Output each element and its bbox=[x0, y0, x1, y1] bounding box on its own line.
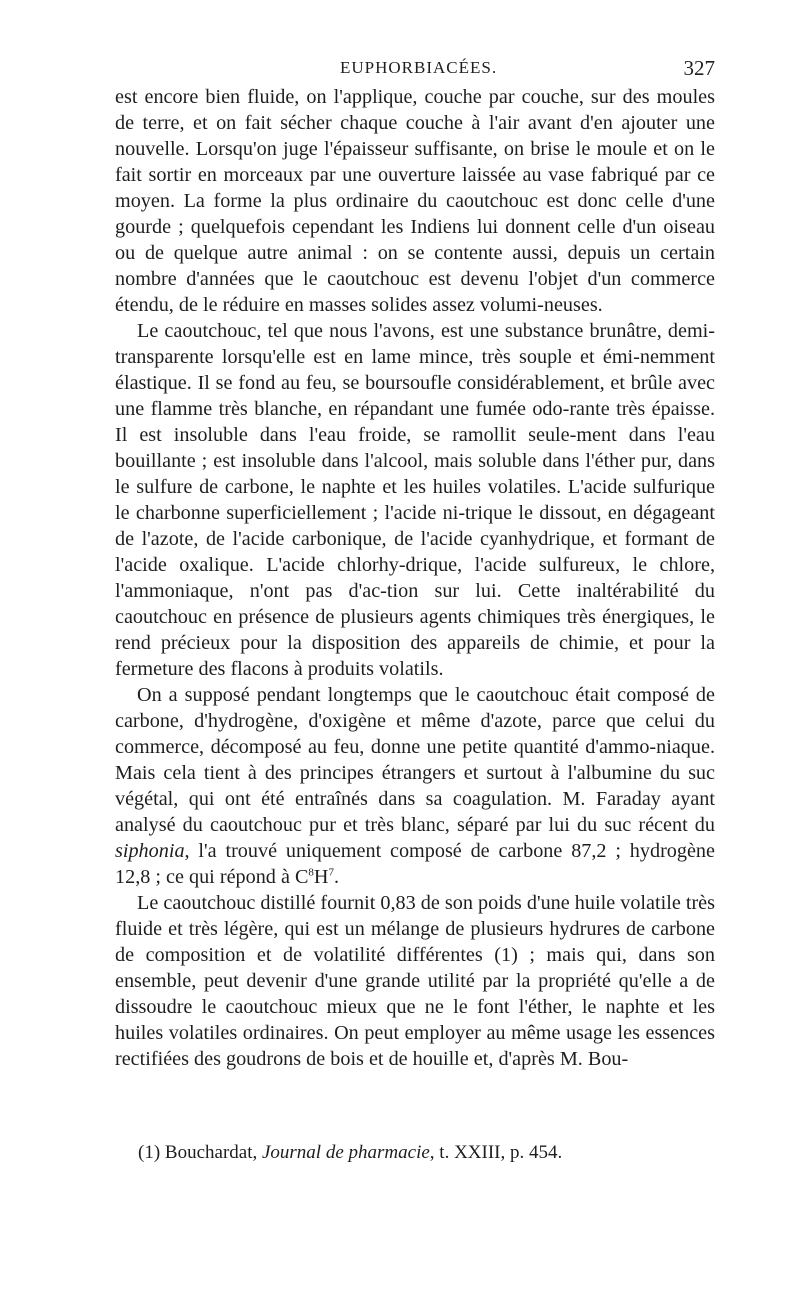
paragraph: est encore bien fluide, on l'applique, couche par couche, sur des moules de terre, et on fait sécher chaque couche à l'air avant d'en ajouter une nouvelle. Lorsqu'on juge l'épaisseur suffisante, on brise le moule et on le fait sortir en morceaux par une ouverture laissée au vase fabriqué par ce moyen. La forme la plus ordinaire du caoutchouc est donc celle d'une gourde ; quelquefois cependant les Indiens lui donnent celle d'un oiseau ou de quelque autre animal : on se contente aussi, depuis un certain nombre d'années que le caoutchouc est devenu l'objet d'un commerce étendu, de le réduire en masses solides assez volumi-neuses. bbox=[115, 86, 715, 316]
footnote-journal: Journal de pharmacie bbox=[261, 1142, 430, 1163]
paragraph-text: On a supposé pendant longtemps que le caoutchouc était composé de carbone, d'hydrogène, d'oxigène et même d'azote, parce que celui du commerce, décomposé au feu, donne une petite quantité d'ammo-niaque. Mais cela tient à des principes étrangers et surtout à l'albumine du suc végétal, qui ont été entraînés dans sa coagulation. M. Faraday ayant analysé du caoutchouc pur et très blanc, séparé par lui du suc récent du bbox=[115, 684, 715, 836]
paragraph bbox=[115, 682, 715, 890]
page-number: 327 bbox=[683, 56, 715, 80]
paragraph-text: , l'a trouvé uniquement composé de carbone 87,2 ; hydrogène 12,8 ; ce qui répond à C bbox=[115, 840, 715, 888]
paragraph-text: . bbox=[334, 866, 340, 888]
formula-element: H bbox=[313, 866, 329, 888]
species-name: siphonia bbox=[115, 840, 185, 862]
running-title: EUPHORBIACÉES. bbox=[340, 58, 498, 77]
paragraph: Le caoutchouc distillé fournit 0,83 de son poids d'une huile volatile très fluide et très légère, qui est un mélange de plusieurs hydrures de carbone de composition et de volatilité différentes (1) ; mais qui, dans son ensemble, peut devenir d'une grande utilité par la propriété qu'elle a de dissoudre le caoutchouc mieux que ne le font l'éther, le naphte et les huiles volatiles ordinaires. On peut employer au même usage les essences rectifiées des goudrons de bois et de houille et, d'après M. Bou- bbox=[115, 892, 715, 1070]
footnote-reference: , t. XXIII, p. 454. bbox=[429, 1142, 563, 1163]
footnote-marker: (1) bbox=[138, 1142, 161, 1163]
footnote bbox=[138, 1140, 718, 1166]
footnote-author: Bouchardat, bbox=[164, 1142, 258, 1163]
formula-subscript: 7 bbox=[328, 866, 335, 879]
paragraph: Le caoutchouc, tel que nous l'avons, est une substance brunâtre, demi-transparente lorsqu'elle est en lame mince, très souple et émi-nemment élastique. Il se fond au feu, se boursoufle considérablement, et brûle avec une flamme très blanche, en répandant une fumée odo-rante très épaisse. Il est insoluble dans l'eau froide, se ramollit seule-ment dans l'eau bouillante ; est insoluble dans l'alcool, mais soluble dans l'éther pur, dans le sulfure de carbone, le naphte et les huiles volatiles. L'acide sulfurique le charbonne superficiellement ; l'acide ni-trique le dissout, en dégageant de l'azote, de l'acide carbonique, de l'acide cyanhydrique, et formant de l'acide oxalique. L'acide chlorhy-drique, l'acide sulfureux, le chlore, l'ammoniaque, n'ont pas d'ac-tion sur lui. Cette inaltérabilité du caoutchouc en présence de plusieurs agents chimiques très énergiques, le rend précieux pour la disposition des appareils de chimie, et pour la fermeture des flacons à produits volatils. bbox=[115, 320, 715, 680]
body-text bbox=[115, 84, 715, 1072]
formula-subscript: 8 bbox=[308, 866, 314, 879]
